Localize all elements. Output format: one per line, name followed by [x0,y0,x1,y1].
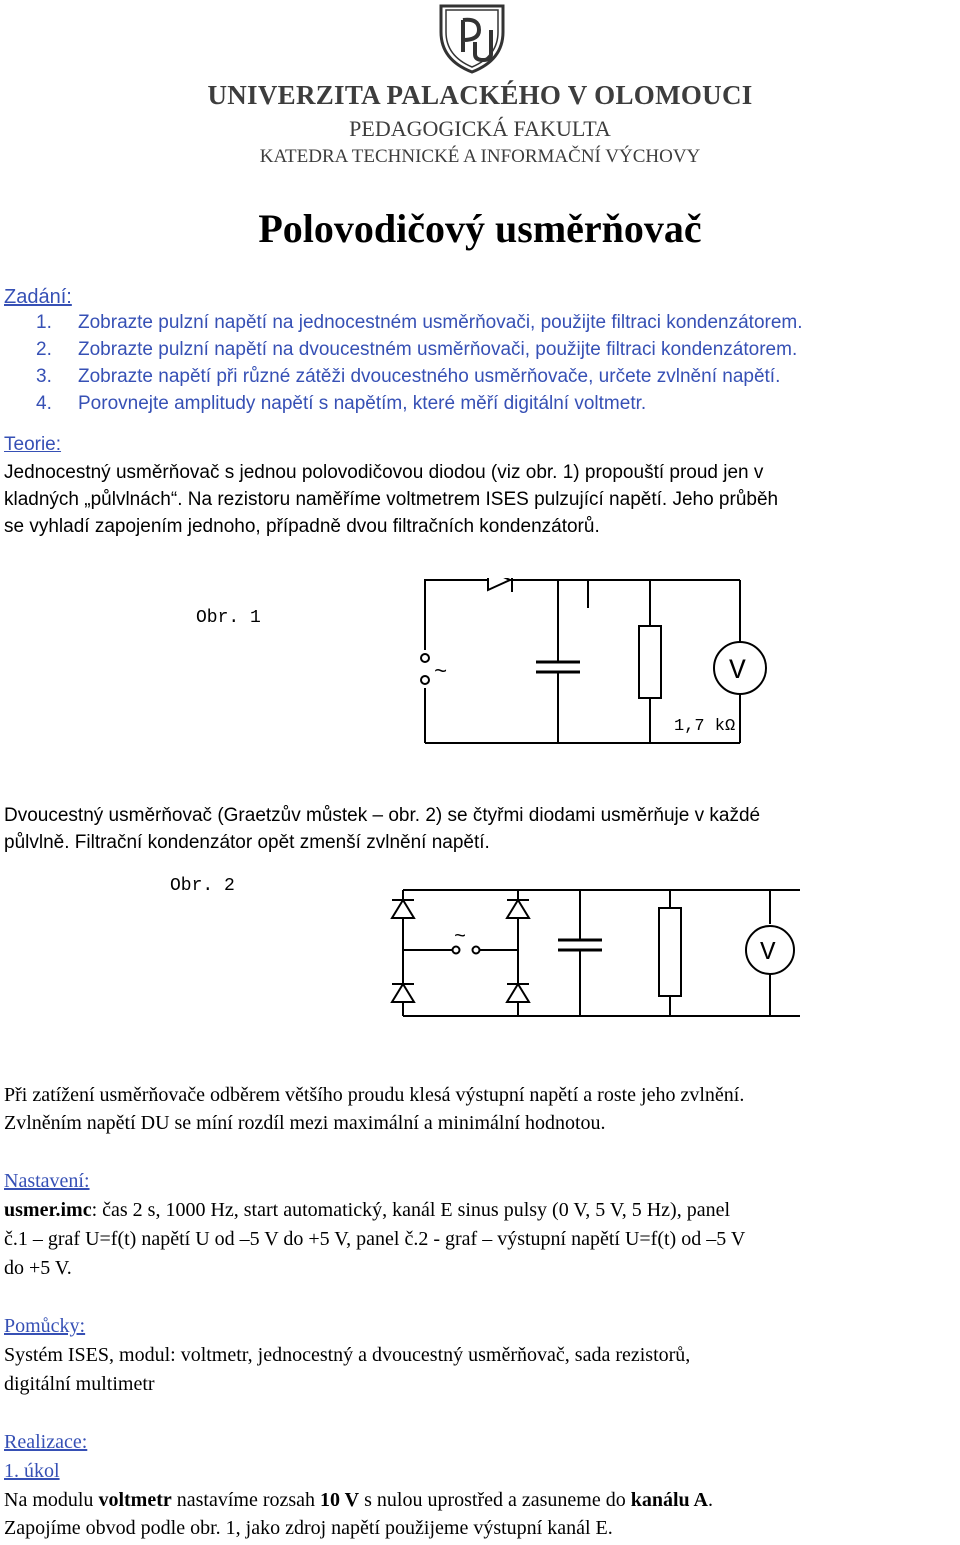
logo-seal-icon [433,2,511,74]
paragraph-line: usmer.imc: čas 2 s, 1000 Hz, start automatický, kanál E sinus pulsy (0 V, 5 V, 5 Hz), panel [4,1199,731,1221]
list-item: 2. Zobrazte pulzní napětí na dvoucestném usměrňovači, použijte filtraci kondenzátorem. [36,339,798,360]
section-heading-pomucky: Pomůcky: [4,1315,86,1337]
filename: usmer.imc [4,1199,92,1221]
paragraph-line: Zvlněním napětí DU se míní rozdíl mezi maximální a minimální hodnotou. [4,1112,606,1134]
list-item: 3. Zobrazte napětí při různé zátěži dvoucestného usměrňovače, určete zvlnění napětí. [36,366,781,387]
paragraph-line: do +5 V. [4,1257,72,1279]
section-heading-nastaveni: Nastavení: [4,1170,90,1192]
university-name: UNIVERZITA PALACKÉHO V OLOMOUCI [207,80,753,110]
section-heading-teorie: Teorie: [4,434,62,455]
figure-1-circuit [180,578,780,770]
faculty-name: PEDAGOGICKÁ FAKULTA [349,116,611,141]
paragraph-line: Na modulu voltmetr nastavíme rozsah 10 V s nulou uprostřed a zasuneme do kanálu A. [4,1489,713,1511]
university-logo [433,2,511,74]
paragraph-line: digitální multimetr [4,1373,155,1395]
voltmeter-symbol: V [760,937,776,967]
paragraph-line: Při zatížení usměrňovače odběrem většího proudu klesá výstupní napětí a roste jeho zvlnění. [4,1084,745,1106]
paragraph-line: č.1 – graf U=f(t) napětí U od –5 V do +5 V, panel č.2 - graf – výstupní napětí U=f(t) od –5 V [4,1228,746,1250]
list-item: 4. Porovnejte amplitudy napětí s napětím, které měří digitální voltmetr. [36,393,647,414]
diode-icon [392,900,414,918]
figure-2-circuit [160,860,810,1050]
paragraph-line: kladných „půlvlnách“. Na rezistoru naměříme voltmetrem ISES pulzující napětí. Jeho průběh [4,489,779,510]
paragraph-line: se vyhladí zapojením jednoho, případně dvou filtračních kondenzátorů. [4,516,600,537]
paragraph-line: Systém ISES, modul: voltmetr, jednocestný a dvoucestný usměrňovač, sada rezistorů, [4,1344,691,1366]
section-heading-realizace: Realizace: [4,1431,88,1453]
resistor-value: 1,7 kΩ [674,717,736,736]
diode-icon [507,984,529,1002]
figure-1-label: Obr. 1 [196,608,261,628]
paragraph-line: půlvlně. Filtrační kondenzátor opět zmenší zvlnění napětí. [4,832,490,853]
diode-icon [488,578,510,590]
section-heading-zadani: Zadání: [4,286,72,308]
department-name: KATEDRA TECHNICKÉ A INFORMAČNÍ VÝCHOVY [259,146,701,167]
ac-source-symbol: ~ [454,926,467,949]
diode-icon [507,900,529,918]
list-item: 1. Zobrazte pulzní napětí na jednocestném usměrňovači, použijte filtraci kondenzátorem. [36,312,803,333]
resistor-icon [639,626,661,698]
resistor-icon [659,908,681,996]
voltmeter-symbol: V [729,656,746,687]
paragraph-line: Jednocestný usměrňovač s jednou polovodičovou diodou (viz obr. 1) propouští proud jen v [4,462,764,483]
paragraph-line: Zapojíme obvod podle obr. 1, jako zdroj napětí použijeme výstupní kanál E. [4,1517,613,1539]
ac-source-symbol: ~ [434,660,448,685]
task-heading: 1. úkol [4,1460,60,1482]
page-title: Polovodičový usměrňovač [258,206,702,251]
diode-icon [392,984,414,1002]
paragraph-line: Dvoucestný usměrňovač (Graetzův můstek – obr. 2) se čtyřmi diodami usměrňuje v každé [4,805,761,826]
figure-2-label: Obr. 2 [170,876,235,896]
